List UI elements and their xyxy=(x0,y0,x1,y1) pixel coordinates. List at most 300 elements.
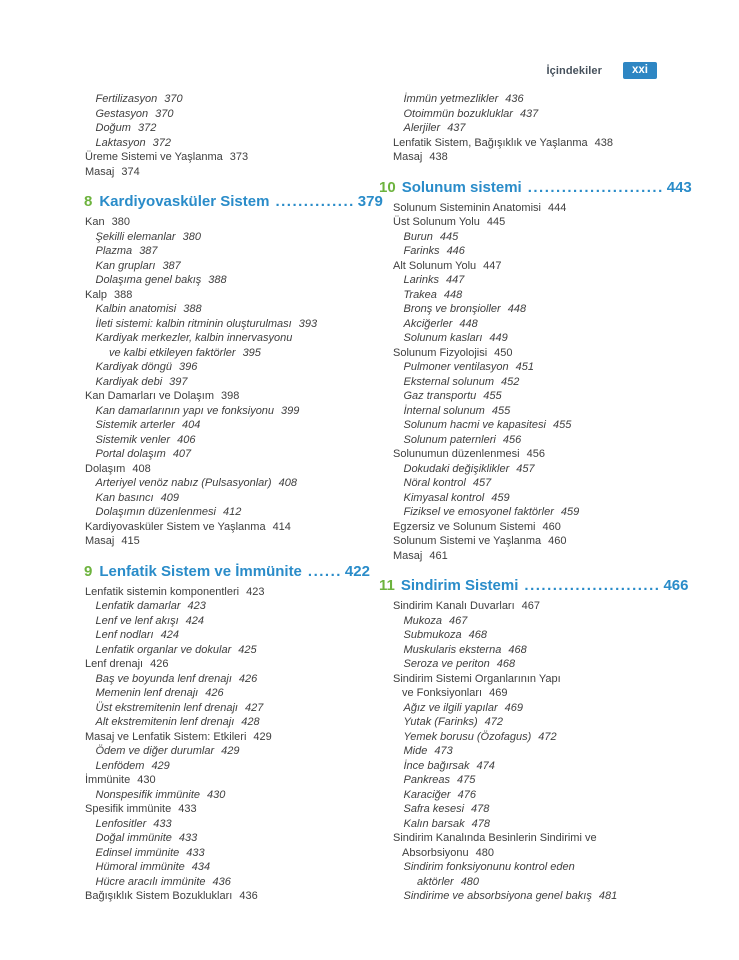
toc-entry xyxy=(84,302,404,317)
toc-entry xyxy=(84,686,404,701)
toc-entry xyxy=(84,744,404,759)
toc-entry xyxy=(84,846,404,861)
toc-entry xyxy=(84,244,404,259)
entry-page: 433 xyxy=(186,846,205,859)
entry-title: Dolaşımın düzenlenmesi xyxy=(95,506,216,518)
entry-page: 437 xyxy=(447,122,466,134)
toc-entry xyxy=(392,230,712,245)
entry-title: Sindirim Kanalında Besinlerin Sindirimi ve xyxy=(393,832,597,844)
entry-title: Alerjiler xyxy=(403,122,441,134)
entry-page: 455 xyxy=(491,404,511,417)
toc-entry xyxy=(84,773,404,788)
entry-page: 455 xyxy=(483,390,502,402)
toc-entry xyxy=(84,273,404,288)
toc-entry xyxy=(84,447,404,462)
entry-title: Mide xyxy=(403,745,428,757)
toc-entry xyxy=(392,505,712,520)
chapter-heading xyxy=(379,576,712,595)
toc-entry xyxy=(84,491,404,506)
entry-title: Baş ve boyunda lenf drenajı xyxy=(95,672,232,685)
toc-entry xyxy=(392,520,712,535)
toc-entry xyxy=(84,165,404,180)
toc-entry xyxy=(84,715,404,730)
entry-page: 427 xyxy=(244,701,264,714)
entry-title: Portal dolaşım xyxy=(95,448,166,460)
entry-title: İmmün yetmezlikler xyxy=(403,93,499,105)
entry-title: Masaj xyxy=(393,549,423,562)
entry-title: Üst Solunum Yolu xyxy=(393,216,480,228)
toc-entry xyxy=(84,657,404,672)
toc-entry xyxy=(392,802,712,817)
entry-title: Lenfatik sistemin komponentleri xyxy=(85,585,240,598)
toc-entry xyxy=(392,259,712,274)
toc-entry xyxy=(392,121,712,136)
toc-entry xyxy=(84,875,404,890)
toc-entry xyxy=(84,860,404,875)
entry-title: Plazma xyxy=(95,245,133,257)
chapter-heading xyxy=(379,178,712,197)
entry-title: Solunum Sisteminin Anatomisi xyxy=(393,201,541,214)
entry-title: Kardiyovasküler Sistem ve Yaşlanma xyxy=(85,520,266,533)
toc-entry xyxy=(84,92,404,107)
entry-title: Absorbsiyonu xyxy=(402,846,469,859)
entry-page: 445 xyxy=(486,216,506,228)
toc-entry xyxy=(392,701,712,716)
entry-title: Alt ekstremitenin lenf drenajı xyxy=(95,716,235,728)
entry-title: Fiziksel ve emosyonel faktörler xyxy=(403,506,554,518)
entry-page: 469 xyxy=(504,701,524,714)
entry-page: 438 xyxy=(429,151,448,163)
entry-title: Masaj xyxy=(85,165,115,178)
entry-title: Karaciğer xyxy=(403,788,451,801)
toc-entry xyxy=(84,121,404,136)
page-number-badge: xxi xyxy=(623,62,657,79)
toc-entry xyxy=(84,534,404,549)
entry-page: 446 xyxy=(446,245,465,257)
toc-entry xyxy=(392,404,712,419)
entry-title: Eksternal solunum xyxy=(403,375,494,388)
entry-title: Dolaşıma genel bakış xyxy=(95,274,202,286)
entry-title: Lenfatik Sistem, Bağışıklık ve Yaşlanma xyxy=(393,136,588,149)
toc-entry xyxy=(84,360,404,375)
entry-title: Yutak (Farinks) xyxy=(403,716,478,728)
chapter-page: 422 xyxy=(344,562,370,580)
entry-title: Lenf drenajı xyxy=(85,658,144,670)
entry-page: 461 xyxy=(429,549,448,562)
toc-entry xyxy=(392,389,712,404)
entry-title: Arteriyel venöz nabız (Pulsasyonlar) xyxy=(95,477,272,489)
entry-page: 478 xyxy=(471,817,491,830)
entry-page: 451 xyxy=(515,361,535,373)
toc-entry xyxy=(392,788,712,803)
entry-page: 398 xyxy=(221,390,240,402)
dot-leader: ...... xyxy=(307,562,342,580)
dot-leader: ........................ xyxy=(524,577,661,594)
entry-page: 450 xyxy=(494,346,513,359)
entry-title: Ağız ve ilgili yapılar xyxy=(403,701,498,714)
entry-page: 395 xyxy=(242,346,261,359)
entry-page: 468 xyxy=(508,643,527,656)
toc-entry xyxy=(392,288,712,303)
entry-title: Solunum Sistemi ve Yaşlanma xyxy=(393,535,542,547)
toc-entry xyxy=(392,672,712,687)
toc-entry xyxy=(392,599,712,614)
entry-title: İnternal solunum xyxy=(403,404,485,417)
entry-page: 474 xyxy=(476,759,495,772)
entry-page: 372 xyxy=(152,136,172,149)
toc-entry xyxy=(392,657,712,672)
chapter-page: 379 xyxy=(357,193,383,210)
entry-page: 447 xyxy=(445,274,465,286)
toc-entry xyxy=(84,136,404,151)
entry-page: 456 xyxy=(526,448,545,460)
toc-entry xyxy=(84,317,404,332)
toc-entry xyxy=(84,505,404,520)
entry-title: Masaj ve Lenfatik Sistem: Etkileri xyxy=(85,730,247,743)
entry-title: Bağışıklık Sistem Bozuklukları xyxy=(85,890,233,902)
entry-page: 406 xyxy=(177,433,196,446)
entry-page: 428 xyxy=(241,716,260,728)
entry-page: 449 xyxy=(489,332,508,344)
entry-title: Laktasyon xyxy=(95,136,146,149)
entry-page: 387 xyxy=(162,259,181,272)
toc-entry xyxy=(84,701,404,716)
toc-entry xyxy=(84,150,404,165)
toc-entry xyxy=(392,462,712,477)
entry-title: Dolaşım xyxy=(85,462,126,475)
entry-page: 433 xyxy=(178,832,198,844)
entry-title: Lenfatik organlar ve dokular xyxy=(95,643,232,656)
toc-entry xyxy=(392,773,712,788)
entry-page: 459 xyxy=(560,506,580,518)
toc-entry xyxy=(392,715,712,730)
entry-title: İleti sistemi: kalbin ritminin oluşturulması xyxy=(95,317,292,330)
toc-entry xyxy=(84,418,404,433)
toc-entry xyxy=(84,730,404,745)
entry-page: 480 xyxy=(460,875,480,888)
entry-page: 436 xyxy=(505,93,524,105)
dot-leader: .............. xyxy=(275,193,355,210)
toc-entry xyxy=(392,433,712,448)
toc-entry xyxy=(84,889,404,904)
entry-title: Ödem ve diğer durumlar xyxy=(95,745,215,757)
entry-page: 455 xyxy=(552,419,572,431)
toc-entry xyxy=(84,614,404,629)
entry-page: 374 xyxy=(121,165,140,178)
toc-entry xyxy=(392,317,712,332)
chapter-number: 11 xyxy=(379,577,395,594)
toc-entry xyxy=(84,259,404,274)
chapter-page: 466 xyxy=(663,577,689,594)
entry-title: Safra kesesi xyxy=(403,803,465,815)
entry-title: ve kalbi etkileyen faktörler xyxy=(109,346,236,359)
entry-title: ve Fonksiyonları xyxy=(402,687,483,699)
entry-page: 380 xyxy=(111,216,130,228)
toc-entry xyxy=(84,462,404,477)
entry-title: Larinks xyxy=(403,274,439,286)
entry-title: Kardiyak debi xyxy=(95,375,163,388)
entry-page: 393 xyxy=(298,317,318,330)
toc-entry xyxy=(392,107,712,122)
toc-entry xyxy=(84,476,404,491)
entry-page: 473 xyxy=(434,745,453,757)
entry-page: 438 xyxy=(594,136,613,149)
toc-entry xyxy=(392,628,712,643)
toc-entry xyxy=(84,215,404,230)
chapter-heading xyxy=(84,562,404,581)
toc-entry xyxy=(84,375,404,390)
entry-page: 459 xyxy=(491,491,510,504)
entry-page: 426 xyxy=(238,672,258,685)
entry-title: İmmünite xyxy=(85,774,131,786)
entry-page: 436 xyxy=(212,875,231,888)
entry-title: Nöral kontrol xyxy=(403,477,466,489)
entry-page: 447 xyxy=(483,259,502,272)
entry-title: Kalbin anatomisi xyxy=(95,303,177,315)
entry-title: İnce bağırsak xyxy=(403,759,470,772)
entry-title: Seroza ve periton xyxy=(403,658,490,670)
entry-title: Bronş ve bronşioller xyxy=(403,303,501,315)
entry-page: 444 xyxy=(547,201,567,214)
toc-entry xyxy=(392,875,712,890)
entry-title: aktörler xyxy=(417,875,454,888)
entry-title: Kan xyxy=(85,216,105,228)
entry-page: 448 xyxy=(443,288,463,301)
entry-page: 437 xyxy=(519,107,539,120)
toc-entry xyxy=(392,273,712,288)
entry-page: 436 xyxy=(239,890,258,902)
entry-title: Kardiyak merkezler, kalbin innervasyonu xyxy=(95,332,293,344)
entry-title: Otoimmün bozukluklar xyxy=(403,107,513,120)
entry-page: 426 xyxy=(205,687,224,699)
toc-entry xyxy=(392,491,712,506)
entry-page: 481 xyxy=(598,890,618,902)
entry-page: 397 xyxy=(169,375,188,388)
toc-entry xyxy=(392,534,712,549)
entry-title: Kan basıncı xyxy=(95,491,154,504)
entry-title: Gestasyon xyxy=(95,107,149,120)
entry-page: 448 xyxy=(459,317,478,330)
toc-entry xyxy=(84,831,404,846)
entry-title: Kimyasal kontrol xyxy=(403,491,485,504)
entry-title: Sindirime ve absorbsiyona genel bakış xyxy=(403,890,592,902)
toc-entry xyxy=(392,817,712,832)
toc-entry xyxy=(392,686,712,701)
entry-title: Edinsel immünite xyxy=(95,846,180,859)
entry-page: 412 xyxy=(222,506,242,518)
entry-page: 457 xyxy=(472,477,492,489)
entry-page: 370 xyxy=(155,107,174,120)
toc-entry xyxy=(392,136,712,151)
toc-entry xyxy=(84,346,404,361)
toc-entry xyxy=(84,628,404,643)
entry-title: Üst ekstremitenin lenf drenajı xyxy=(95,701,238,714)
toc-column xyxy=(379,92,712,904)
entry-page: 467 xyxy=(521,600,541,612)
entry-page: 388 xyxy=(114,288,133,301)
toc-entry xyxy=(392,331,712,346)
entry-page: 452 xyxy=(501,375,520,388)
entry-page: 424 xyxy=(185,614,205,627)
toc-entry xyxy=(84,433,404,448)
entry-page: 429 xyxy=(253,730,272,743)
chapter-title: Lenfatik Sistem ve İmmünite xyxy=(99,562,302,580)
entry-title: Memenin lenf drenajı xyxy=(95,687,199,699)
entry-title: Farinks xyxy=(403,245,440,257)
entry-page: 380 xyxy=(182,230,201,243)
entry-page: 388 xyxy=(208,274,227,286)
toc-entry xyxy=(392,150,712,165)
toc-entry xyxy=(392,476,712,491)
entry-title: Alt Solunum Yolu xyxy=(393,259,477,272)
chapter-number: 8 xyxy=(84,193,93,210)
entry-title: Lenfatik damarlar xyxy=(95,600,181,612)
entry-page: 460 xyxy=(542,520,561,533)
toc-entry xyxy=(392,744,712,759)
toc-entry xyxy=(84,389,404,404)
entry-title: Spesifik immünite xyxy=(85,803,172,815)
entry-title: Muskularis eksterna xyxy=(403,643,502,656)
entry-title: Lenfödem xyxy=(95,759,145,772)
toc-entry xyxy=(392,860,712,875)
entry-page: 414 xyxy=(272,520,291,533)
entry-page: 408 xyxy=(132,462,151,475)
entry-title: Kalp xyxy=(85,288,108,301)
toc-entry xyxy=(392,549,712,564)
toc-entry xyxy=(84,599,404,614)
entry-page: 469 xyxy=(489,687,508,699)
entry-title: Solunum kasları xyxy=(403,332,483,344)
toc-entry xyxy=(392,447,712,462)
toc-entry xyxy=(84,107,404,122)
entry-title: Masaj xyxy=(393,151,423,163)
entry-page: 457 xyxy=(516,462,535,475)
entry-title: Akciğerler xyxy=(403,317,453,330)
entry-title: Şekilli elemanlar xyxy=(95,230,176,243)
entry-page: 430 xyxy=(207,788,226,801)
entry-page: 468 xyxy=(496,658,516,670)
entry-title: Hücre aracılı immünite xyxy=(95,875,206,888)
entry-page: 424 xyxy=(160,629,179,641)
entry-title: Lenf nodları xyxy=(95,629,154,641)
toc-entry xyxy=(392,375,712,390)
toc-entry xyxy=(392,244,712,259)
chapter-number: 10 xyxy=(379,178,396,196)
toc-entry xyxy=(392,215,712,230)
entry-page: 472 xyxy=(484,716,504,728)
chapter-title: Sindirim Sistemi xyxy=(400,577,519,594)
entry-page: 430 xyxy=(137,774,156,786)
entry-title: Sistemik venler xyxy=(95,433,171,446)
entry-title: Nonspesifik immünite xyxy=(95,788,201,801)
toc-entry xyxy=(392,846,712,861)
toc-entry xyxy=(392,360,712,375)
entry-title: Lenf ve lenf akışı xyxy=(95,614,179,627)
entry-page: 433 xyxy=(153,817,172,830)
toc-entry xyxy=(84,331,404,346)
toc-entry xyxy=(84,230,404,245)
entry-title: Yemek borusu (Özofagus) xyxy=(403,730,532,743)
entry-page: 387 xyxy=(139,245,158,257)
toc-entry xyxy=(392,201,712,216)
toc-entry xyxy=(84,672,404,687)
entry-page: 408 xyxy=(278,477,297,489)
chapter-number: 9 xyxy=(84,562,93,580)
entry-page: 426 xyxy=(150,658,169,670)
chapter-heading xyxy=(84,192,404,211)
entry-title: Kan grupları xyxy=(95,259,156,272)
entry-page: 399 xyxy=(281,404,300,417)
entry-page: 480 xyxy=(475,846,495,859)
toc-entry xyxy=(84,643,404,658)
entry-page: 472 xyxy=(538,730,557,743)
entry-title: Solunumun düzenlenmesi xyxy=(393,448,520,460)
entry-title: Egzersiz ve Solunum Sistemi xyxy=(393,520,536,533)
toc-entry xyxy=(84,288,404,303)
page-header xyxy=(546,62,657,79)
entry-title: Kan Damarları ve Dolaşım xyxy=(85,390,214,402)
entry-page: 415 xyxy=(121,535,140,547)
entry-title: Sistemik arterler xyxy=(95,419,175,431)
toc-entry xyxy=(84,817,404,832)
toc-entry xyxy=(84,802,404,817)
entry-page: 388 xyxy=(183,303,202,315)
entry-title: Pankreas xyxy=(403,774,450,786)
entry-page: 460 xyxy=(548,535,567,547)
entry-title: Üreme Sistemi ve Yaşlanma xyxy=(85,151,223,163)
entry-title: Solunum hacmi ve kapasitesi xyxy=(403,419,546,431)
entry-title: Solunum Fizyolojisi xyxy=(393,346,488,359)
entry-title: Kan damarlarının yapı ve fonksiyonu xyxy=(95,404,275,417)
entry-page: 425 xyxy=(238,643,257,656)
chapter-page: 443 xyxy=(666,178,692,196)
toc-entry xyxy=(392,730,712,745)
entry-page: 404 xyxy=(181,419,201,431)
entry-page: 476 xyxy=(457,788,476,801)
entry-page: 407 xyxy=(172,448,192,460)
entry-page: 429 xyxy=(221,745,240,757)
entry-title: Sindirim Sistemi Organlarının Yapı xyxy=(393,672,561,685)
toc-entry xyxy=(84,585,404,600)
entry-page: 433 xyxy=(178,803,197,815)
entry-page: 372 xyxy=(137,122,157,134)
toc-entry xyxy=(392,643,712,658)
entry-page: 468 xyxy=(468,629,487,641)
toc-entry xyxy=(392,92,712,107)
toc-entry xyxy=(392,759,712,774)
entry-title: Hümoral immünite xyxy=(95,861,185,873)
entry-title: Submukoza xyxy=(403,629,462,641)
entry-page: 448 xyxy=(507,303,527,315)
entry-page: 478 xyxy=(471,803,490,815)
entry-title: Doğal immünite xyxy=(95,832,172,844)
toc-entry xyxy=(392,418,712,433)
entry-title: Lenfositler xyxy=(95,817,147,830)
entry-page: 370 xyxy=(164,93,183,105)
entry-title: Gaz transportu xyxy=(403,390,477,402)
toc-column xyxy=(84,92,404,904)
toc-entry xyxy=(84,759,404,774)
entry-page: 434 xyxy=(191,861,211,873)
toc-entry xyxy=(392,889,712,904)
entry-title: Kardiyak döngü xyxy=(95,361,172,373)
toc-entry xyxy=(84,788,404,803)
entry-title: Solunum paternleri xyxy=(403,433,496,446)
entry-page: 373 xyxy=(229,151,249,163)
entry-title: Dokudaki değişiklikler xyxy=(403,462,510,475)
entry-page: 456 xyxy=(502,433,522,446)
chapter-title: Solunum sistemi xyxy=(401,178,522,196)
